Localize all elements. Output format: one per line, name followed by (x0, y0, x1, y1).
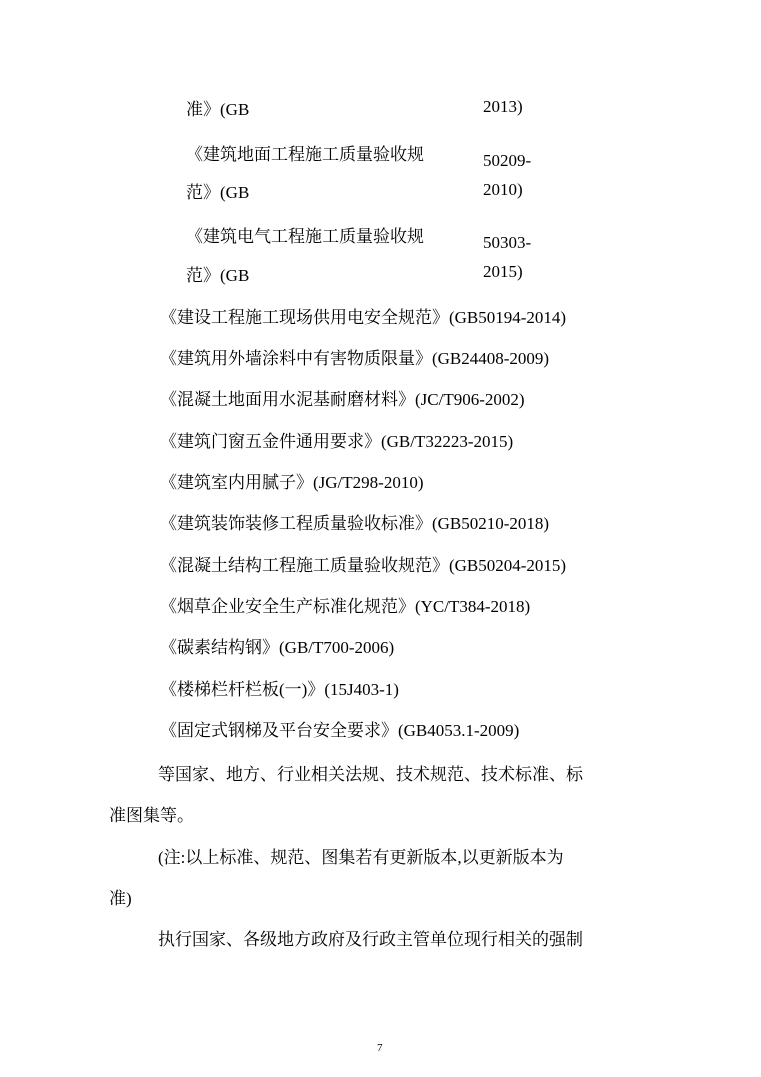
standard-item: 《建筑装饰装修工程质量验收标准》(GB50210-2018) (160, 514, 550, 533)
table-row-2-name-line1: 《建筑地面工程施工质量验收规 (186, 145, 424, 164)
paragraph-1-line2: 准图集等。 (109, 806, 194, 825)
table-row-1-code: 2013) (483, 97, 523, 116)
page-number: 7 (377, 1042, 383, 1054)
table-row-2-code-line1: 50209- (483, 151, 532, 170)
standard-item: 《建筑用外墙涂料中有害物质限量》(GB24408-2009) (160, 349, 550, 368)
standard-item: 《楼梯栏杆栏板(一)》(15J403-1) (160, 680, 399, 699)
table-row-2-name-line2: 范》(GB (186, 183, 250, 202)
standard-item: 《混凝土结构工程施工质量验收规范》(GB50204-2015) (160, 556, 567, 575)
standard-item: 《碳素结构钢》(GB/T700-2006) (160, 638, 395, 657)
standard-item: 《固定式钢梯及平台安全要求》(GB4053.1-2009) (160, 721, 520, 740)
standard-item: 《建筑室内用腻子》(JG/T298-2010) (160, 473, 424, 492)
paragraph-3-line1: 执行国家、各级地方政府及行政主管单位现行相关的强制 (158, 930, 583, 949)
standard-item: 《混凝土地面用水泥基耐磨材料》(JC/T906-2002) (160, 390, 525, 409)
table-row-2-code-line2: 2010) (483, 180, 523, 199)
table-row-3-code-line1: 50303- (483, 233, 532, 252)
paragraph-1-line1: 等国家、地方、行业相关法规、技术规范、技术标准、标 (158, 765, 583, 784)
table-row-1-name: 准》(GB (186, 100, 250, 119)
table-row-3-name-line2: 范》(GB (186, 266, 250, 285)
paragraph-2-line2: 准) (109, 889, 132, 908)
paragraph-2-line1: (注:以上标准、规范、图集若有更新版本,以更新版本为 (158, 848, 564, 867)
standard-item: 《建筑门窗五金件通用要求》(GB/T32223-2015) (160, 432, 514, 451)
standard-item: 《烟草企业安全生产标准化规范》(YC/T384-2018) (160, 597, 531, 616)
table-row-3-name-line1: 《建筑电气工程施工质量验收规 (186, 227, 424, 246)
table-row-3-code-line2: 2015) (483, 262, 523, 281)
standard-item: 《建设工程施工现场供用电安全规范》(GB50194-2014) (160, 308, 567, 327)
